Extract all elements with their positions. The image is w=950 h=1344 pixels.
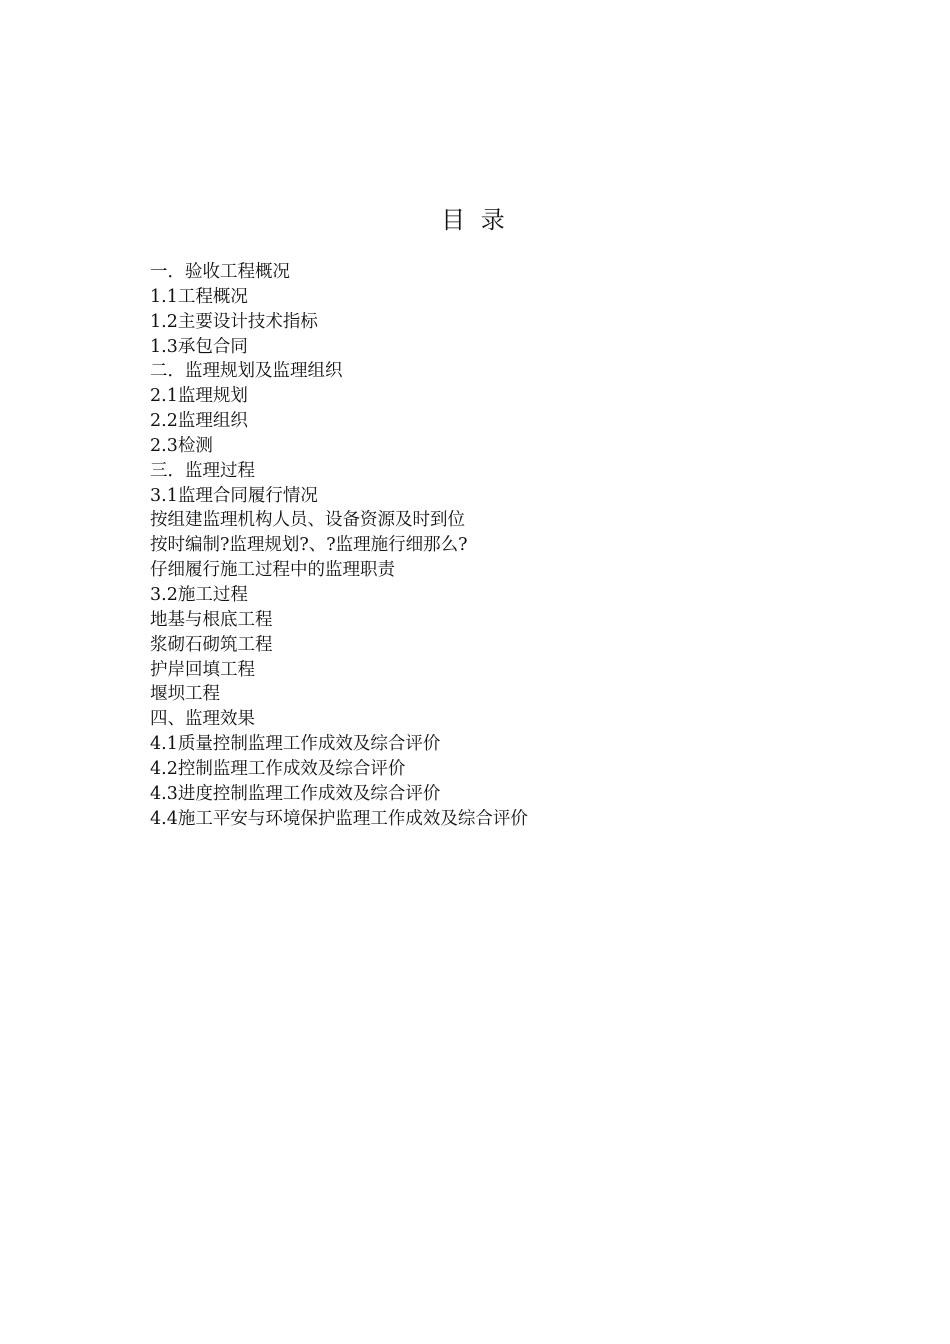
toc-item: 四、监理效果 bbox=[150, 709, 255, 730]
toc-item: 4.3进度控制监理工作成效及综合评价 bbox=[150, 783, 441, 804]
toc-item: 3.1监理合同履行情况 bbox=[150, 485, 318, 506]
toc-item: 二．监理规划及监理组织 bbox=[150, 361, 343, 382]
toc-item: 三．监理过程 bbox=[150, 460, 255, 481]
toc-item: 4.4施工平安与环境保护监理工作成效及综合评价 bbox=[150, 808, 528, 829]
toc-item: 4.1质量控制监理工作成效及综合评价 bbox=[150, 734, 441, 755]
toc-item: 3.2施工过程 bbox=[150, 584, 248, 605]
page-title: 目 录 bbox=[441, 206, 509, 234]
toc-item: 按时编制?监理规划?、?监理施行细那么? bbox=[150, 535, 468, 556]
toc-item: 1.2主要设计技术指标 bbox=[150, 311, 318, 332]
toc-item: 护岸回填工程 bbox=[150, 659, 255, 680]
toc-item: 2.1监理规划 bbox=[150, 386, 248, 407]
toc-item: 1.1工程概况 bbox=[150, 286, 248, 307]
toc-item: 1.3承包合同 bbox=[150, 336, 248, 357]
toc-item: 浆砌石砌筑工程 bbox=[150, 634, 273, 655]
toc-item: 一．验收工程概况 bbox=[150, 262, 290, 282]
table-of-contents bbox=[150, 260, 850, 831]
toc-item: 按组建监理机构人员、设备资源及时到位 bbox=[150, 510, 465, 531]
toc-item: 2.3检测 bbox=[150, 435, 213, 456]
toc-item: 4.2控制监理工作成效及综合评价 bbox=[150, 758, 406, 779]
toc-item: 2.2监理组织 bbox=[150, 411, 248, 432]
toc-item: 堰坝工程 bbox=[150, 684, 220, 705]
toc-item: 地基与根底工程 bbox=[150, 609, 273, 630]
toc-item: 仔细履行施工过程中的监理职责 bbox=[150, 560, 395, 581]
